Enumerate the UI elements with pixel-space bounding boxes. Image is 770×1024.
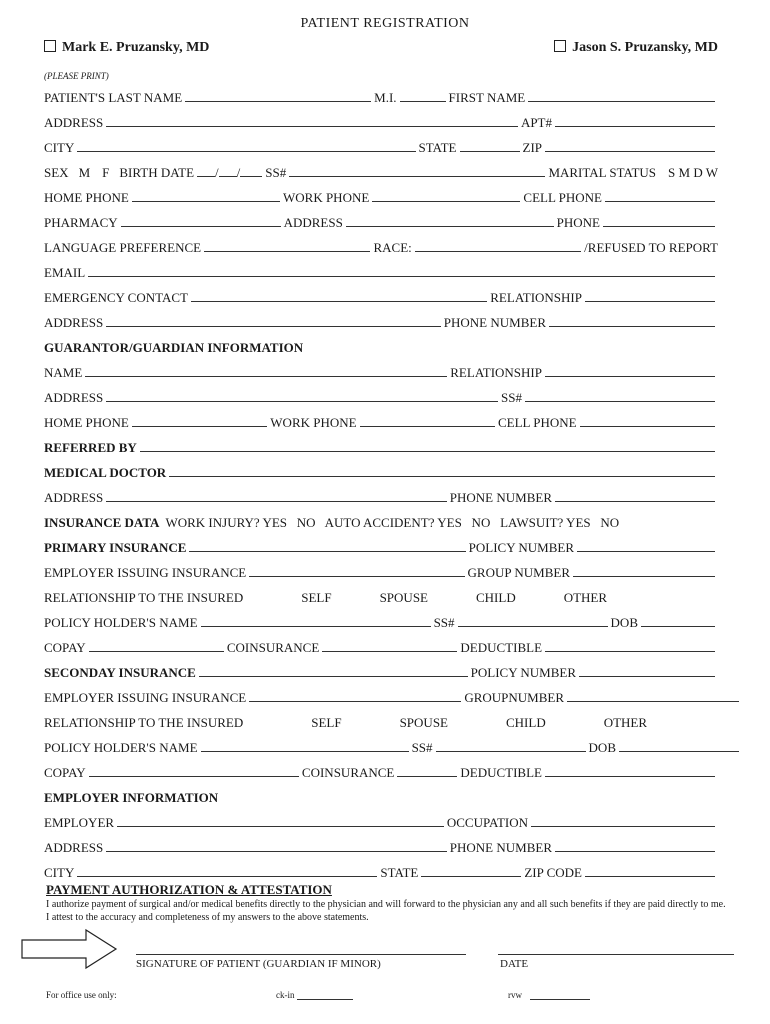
row-language-race: [44, 236, 718, 254]
primary-dob-field[interactable]: [641, 626, 715, 627]
row-primary-relationship: [44, 586, 718, 604]
secondary-group-number-label: GROUPNUMBER: [464, 690, 564, 705]
mi-label: M.I.: [374, 90, 397, 105]
authorization-text: I authorize payment of surgical and/or medical benefits directly to the physician and will forward to the physician any and all such benefits if they are paid directly to me. I attest to the accuracy and completeness of my answers to the above statements.: [46, 899, 726, 923]
primary-spouse-option[interactable]: SPOUSE: [379, 590, 428, 605]
guarantor-work-phone-field[interactable]: [360, 426, 495, 427]
primary-deductible-field[interactable]: [545, 651, 715, 652]
occupation-field[interactable]: [531, 826, 715, 827]
employer-zip-field[interactable]: [585, 876, 715, 877]
employer-phone-label: PHONE NUMBER: [449, 840, 552, 855]
referred-by-label: REFERRED BY: [44, 440, 137, 455]
guarantor-home-phone-field[interactable]: [132, 426, 267, 427]
guarantor-relationship-label: RELATIONSHIP: [450, 365, 542, 380]
employer-city-field[interactable]: [77, 876, 377, 877]
secondary-coinsurance-label: COINSURANCE: [301, 765, 395, 780]
apt-field[interactable]: [555, 126, 715, 127]
work-phone-label: WORK PHONE: [282, 190, 370, 205]
doctor-left-label: Mark E. Pruzansky, MD: [62, 40, 210, 55]
secondary-holder-label: POLICY HOLDER'S NAME: [44, 740, 198, 755]
office-rvw: [508, 990, 590, 1000]
first-name-field[interactable]: [528, 101, 715, 102]
row-emergency: [44, 286, 718, 304]
birth-year-field[interactable]: [240, 176, 262, 177]
city-field[interactable]: [77, 151, 415, 152]
primary-child-option[interactable]: CHILD: [476, 590, 516, 605]
birth-date-label: BIRTH DATE: [119, 165, 195, 180]
cell-phone-label: CELL PHONE: [523, 190, 603, 205]
primary-holder-ss-label: SS#: [433, 615, 455, 630]
office-ck-in: [276, 990, 353, 1000]
pharmacy-phone-label: PHONE: [556, 215, 600, 230]
emergency-relationship-field[interactable]: [585, 301, 715, 302]
row-guarantor-header: [44, 336, 718, 354]
birth-month-field[interactable]: [197, 176, 215, 177]
emergency-contact-label: EMERGENCY CONTACT: [44, 290, 189, 305]
employer-zip-label: ZIP CODE: [524, 865, 582, 880]
secondary-deductible-label: DEDUCTIBLE: [460, 765, 542, 780]
row-employer-city: [44, 861, 718, 879]
guarantor-cell-phone-field[interactable]: [580, 426, 715, 427]
secondary-other-option[interactable]: OTHER: [603, 715, 648, 730]
pharmacy-field[interactable]: [121, 226, 281, 227]
primary-employer-label: EMPLOYER ISSUING INSURANCE: [44, 565, 247, 580]
primary-insurance-field[interactable]: [189, 551, 465, 552]
insurance-data-label: INSURANCE DATA: [44, 515, 160, 530]
row-primary-insurance: [44, 536, 718, 554]
employer-label: EMPLOYER: [44, 815, 115, 830]
row-email: [44, 261, 718, 279]
secondary-dob-field[interactable]: [619, 751, 739, 752]
doctor-address-label: ADDRESS: [44, 490, 104, 505]
primary-group-number-field[interactable]: [573, 576, 715, 577]
doctor-phone-field[interactable]: [555, 501, 715, 502]
home-phone-label: HOME PHONE: [44, 190, 129, 205]
secondary-policy-number-field[interactable]: [579, 676, 715, 677]
row-secondary-holder: [44, 736, 742, 754]
row-sex-birth: SEX M F BIRTH DATE / / SS# MARITAL STATUS S M D W: [44, 165, 718, 180]
guarantor-home-phone-label: HOME PHONE: [44, 415, 129, 430]
ss-label: SS#: [265, 165, 287, 180]
secondary-holder-field[interactable]: [201, 751, 409, 752]
row-phones: [44, 186, 718, 204]
primary-holder-field[interactable]: [201, 626, 431, 627]
ck-in-field[interactable]: [297, 999, 353, 1000]
sex-f-option[interactable]: F: [102, 165, 110, 180]
row-secondary-relationship: [44, 711, 718, 729]
ck-in-label: ck-in: [276, 990, 295, 1000]
row-primary-holder: [44, 611, 718, 629]
row-emergency-address: [44, 311, 718, 329]
guarantor-relationship-field[interactable]: [545, 376, 715, 377]
state-field[interactable]: [460, 151, 520, 152]
row-guarantor-phones: [44, 411, 718, 429]
primary-coinsurance-label: COINSURANCE: [226, 640, 320, 655]
secondary-policy-number-label: POLICY NUMBER: [470, 665, 576, 680]
marital-options[interactable]: S M D W: [668, 165, 718, 180]
primary-coinsurance-field[interactable]: [322, 651, 457, 652]
secondary-employer-field[interactable]: [249, 701, 461, 702]
row-secondary-insurance: [44, 661, 718, 679]
employer-state-label: STATE: [380, 865, 419, 880]
secondary-group-number-field[interactable]: [567, 701, 739, 702]
primary-policy-number-field[interactable]: [577, 551, 715, 552]
pharmacy-address-field[interactable]: [346, 226, 554, 227]
primary-group-number-label: GROUP NUMBER: [467, 565, 570, 580]
secondary-self-option[interactable]: SELF: [311, 715, 342, 730]
row-doctor-address: [44, 486, 718, 504]
rvw-label: rvw: [508, 990, 522, 1000]
mi-field[interactable]: [400, 101, 446, 102]
language-label: LANGUAGE PREFERENCE: [44, 240, 202, 255]
last-name-field[interactable]: [185, 101, 371, 102]
checkbox-icon[interactable]: [554, 40, 566, 52]
primary-deductible-label: DEDUCTIBLE: [460, 640, 543, 655]
doctor-phone-label: PHONE NUMBER: [449, 490, 552, 505]
apt-label: APT#: [520, 115, 552, 130]
language-field[interactable]: [204, 251, 370, 252]
state-label: STATE: [418, 140, 457, 155]
race-field[interactable]: [415, 251, 581, 252]
primary-other-option[interactable]: OTHER: [563, 590, 608, 605]
guarantor-address-label: ADDRESS: [44, 390, 104, 405]
first-name-label: FIRST NAME: [448, 90, 526, 105]
last-name-label: PATIENT'S LAST NAME: [44, 90, 183, 105]
row-city: [44, 136, 718, 154]
address-label: ADDRESS: [44, 115, 104, 130]
secondary-employer-label: EMPLOYER ISSUING INSURANCE: [44, 690, 247, 705]
employer-info-header: EMPLOYER INFORMATION: [44, 790, 219, 805]
row-referred-by: [44, 436, 718, 454]
guarantor-name-label: NAME: [44, 365, 83, 380]
primary-copay-field[interactable]: [89, 651, 224, 652]
secondary-holder-ss-label: SS#: [411, 740, 433, 755]
row-guarantor-address: [44, 386, 718, 404]
emergency-relationship-label: RELATIONSHIP: [490, 290, 582, 305]
row-secondary-employer: [44, 686, 742, 704]
emergency-phone-label: PHONE NUMBER: [443, 315, 546, 330]
insurance-questions[interactable]: WORK INJURY? YES NO AUTO ACCIDENT? YES NO LAWSUIT? YES NO: [165, 515, 620, 530]
doctor-option-left[interactable]: [44, 40, 209, 56]
row-employer-header: [44, 786, 718, 804]
primary-self-option[interactable]: SELF: [301, 590, 332, 605]
secondary-copay-label: COPAY: [44, 765, 86, 780]
office-use-label: For office use only:: [46, 990, 117, 1000]
city-label: CITY: [44, 140, 75, 155]
pharmacy-label: PHARMACY: [44, 215, 118, 230]
refused-label: /REFUSED TO REPORT: [584, 240, 718, 255]
doctor-address-field[interactable]: [106, 501, 447, 502]
please-print-note: (PLEASE PRINT): [44, 71, 109, 81]
primary-relationship-label: RELATIONSHIP TO THE INSURED: [44, 590, 244, 605]
race-label: RACE:: [373, 240, 412, 255]
row-employer-address: [44, 836, 718, 854]
referred-by-field[interactable]: [140, 451, 715, 452]
secondary-deductible-field[interactable]: [545, 776, 715, 777]
zip-label: ZIP: [522, 140, 542, 155]
arrow-right-icon: [20, 928, 120, 970]
row-medical-doctor: [44, 461, 718, 479]
guarantor-cell-phone-label: CELL PHONE: [498, 415, 577, 430]
employer-city-label: CITY: [44, 865, 75, 880]
employer-address-field[interactable]: [106, 851, 447, 852]
home-phone-field[interactable]: [132, 201, 280, 202]
sex-m-option[interactable]: M: [78, 165, 91, 180]
row-pharmacy: [44, 211, 718, 229]
employer-state-field[interactable]: [421, 876, 521, 877]
secondary-dob-label: DOB: [588, 740, 616, 755]
medical-doctor-label: MEDICAL DOCTOR: [44, 465, 167, 480]
secondary-relationship-label: RELATIONSHIP TO THE INSURED: [44, 715, 244, 730]
guarantor-work-phone-label: WORK PHONE: [270, 415, 357, 430]
row-address: [44, 111, 718, 129]
form-title: PATIENT REGISTRATION: [300, 16, 470, 31]
birth-day-field[interactable]: [219, 176, 237, 177]
row-secondary-copay: [44, 761, 718, 779]
primary-insurance-label: PRIMARY INSURANCE: [44, 540, 187, 555]
cell-phone-field[interactable]: [605, 201, 715, 202]
address-field[interactable]: [106, 126, 518, 127]
secondary-insurance-field[interactable]: [199, 676, 468, 677]
employer-field[interactable]: [117, 826, 444, 827]
employer-phone-field[interactable]: [555, 851, 715, 852]
primary-dob-label: DOB: [610, 615, 638, 630]
primary-copay-label: COPAY: [44, 640, 86, 655]
row-primary-copay: [44, 636, 718, 654]
pharmacy-address-label: ADDRESS: [283, 215, 343, 230]
secondary-child-option[interactable]: CHILD: [506, 715, 546, 730]
guarantor-ss-label: SS#: [501, 390, 522, 405]
row-insurance-data: [44, 511, 718, 529]
date-line[interactable]: [498, 954, 734, 955]
checkbox-icon[interactable]: [44, 40, 56, 52]
row-guarantor-name: [44, 361, 718, 379]
signature-label: SIGNATURE OF PATIENT (GUARDIAN IF MINOR): [136, 958, 381, 970]
guarantor-header: GUARANTOR/GUARDIAN INFORMATION: [44, 340, 304, 355]
signature-line[interactable]: [136, 954, 466, 955]
sex-label: SEX: [44, 165, 69, 180]
employer-address-label: ADDRESS: [44, 840, 104, 855]
secondary-insurance-label: SECONDAY INSURANCE: [44, 665, 196, 680]
emergency-address-field[interactable]: [106, 326, 441, 327]
guarantor-address-field[interactable]: [106, 401, 498, 402]
primary-policy-number-label: POLICY NUMBER: [468, 540, 574, 555]
marital-status-label: MARITAL STATUS: [548, 165, 657, 180]
row-primary-employer: [44, 561, 718, 579]
emergency-contact-field[interactable]: [191, 301, 487, 302]
doctor-right-label: Jason S. Pruzansky, MD: [572, 40, 718, 55]
occupation-label: OCCUPATION: [446, 815, 528, 830]
zip-field[interactable]: [545, 151, 715, 152]
row-employer: [44, 811, 718, 829]
work-phone-field[interactable]: [372, 201, 520, 202]
primary-employer-field[interactable]: [249, 576, 464, 577]
guarantor-ss-field[interactable]: [525, 401, 715, 402]
pharmacy-phone-field[interactable]: [603, 226, 715, 227]
primary-holder-label: POLICY HOLDER'S NAME: [44, 615, 198, 630]
emergency-address-label: ADDRESS: [44, 315, 104, 330]
email-field[interactable]: [88, 276, 715, 277]
emergency-phone-field[interactable]: [549, 326, 715, 327]
primary-holder-ss-field[interactable]: [458, 626, 608, 627]
ss-field[interactable]: [289, 176, 545, 177]
secondary-coinsurance-field[interactable]: [397, 776, 457, 777]
row-patient-name: [44, 86, 718, 104]
secondary-spouse-option[interactable]: SPOUSE: [399, 715, 448, 730]
secondary-copay-field[interactable]: [89, 776, 299, 777]
doctor-option-right[interactable]: [554, 40, 718, 56]
email-label: EMAIL: [44, 265, 86, 280]
rvw-field[interactable]: [530, 999, 590, 1000]
date-label: DATE: [500, 958, 529, 970]
secondary-holder-ss-field[interactable]: [436, 751, 586, 752]
guarantor-name-field[interactable]: [85, 376, 447, 377]
authorization-heading: PAYMENT AUTHORIZATION & ATTESTATION: [46, 882, 332, 897]
medical-doctor-field[interactable]: [169, 476, 715, 477]
